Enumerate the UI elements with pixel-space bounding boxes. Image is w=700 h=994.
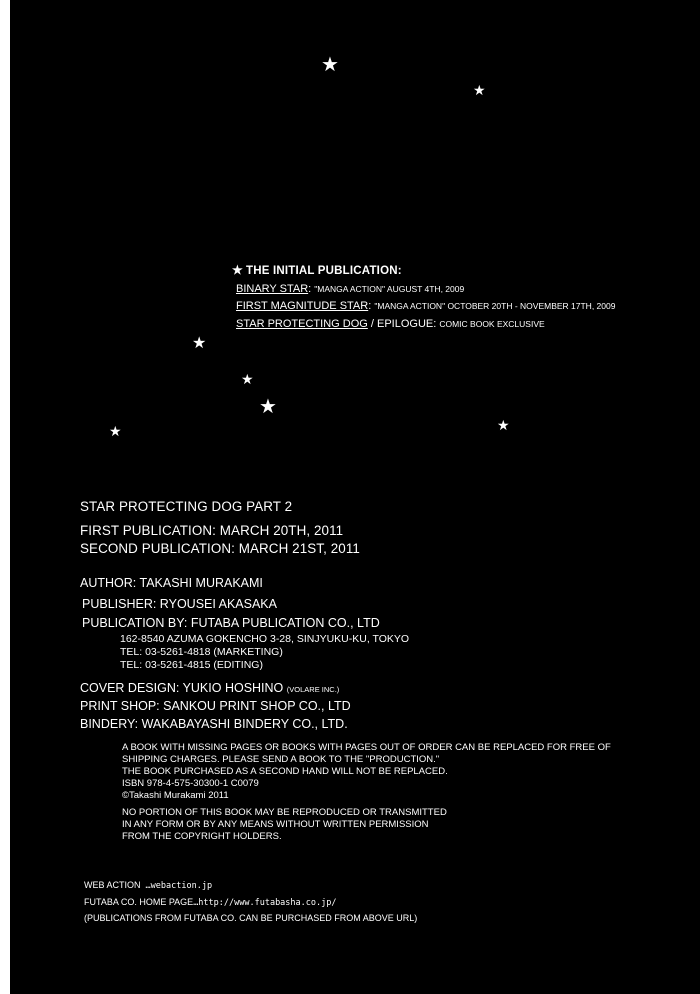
pub-detail: "MANGA ACTION" OCTOBER 20TH - NOVEMBER 17TH, 2009 [374,301,616,311]
tel-editing: TEL: 03-5261-4815 (EDITING) [120,659,263,671]
rights-note [122,807,447,843]
pub-title: FIRST MAGNITUDE STAR [236,300,369,312]
publication-by-credit: PUBLICATION BY: FUTABA PUBLICATION CO., LTD [82,616,380,630]
book-title: STAR PROTECTING DOG PART 2 [80,499,293,514]
pub-sep: : [368,300,372,312]
pub-title: STAR PROTECTING DOG [236,318,368,330]
pub-detail: "MANGA ACTION" AUGUST 4TH, 2009 [314,284,465,294]
star-icon: ★ [259,396,277,418]
colophon-page [10,0,700,994]
pub-title: BINARY STAR [236,283,309,295]
copyright: ©Takashi Murakami 2011 [122,790,229,801]
star-icon: ★ [473,82,486,98]
first-publication-date: FIRST PUBLICATION: MARCH 20TH, 2011 [80,523,344,538]
publisher-address: 162-8540 AZUMA GOKENCHO 3-28, SINJYUKU-KU, TOKYO [120,633,410,645]
pub-line-binary-star [236,283,464,295]
initial-publication-title: THE INITIAL PUBLICATION: [245,265,402,277]
author-credit: AUTHOR: TAKASHI MURAKAMI [80,576,263,590]
note-line: NO PORTION OF THIS BOOK MAY BE REPRODUCED OR TRANSMITTED [122,807,447,818]
cover-design-credit [80,681,339,695]
note-line: THE BOOK PURCHASED AS A SECOND HAND WILL NOT BE REPLACED. [122,766,448,777]
pub-detail: COMIC BOOK EXCLUSIVE [439,319,545,329]
purchase-note: (PUBLICATIONS FROM FUTABA CO. CAN BE PURCHASED FROM ABOVE URL) [84,913,418,923]
second-publication-date: SECOND PUBLICATION: MARCH 21ST, 2011 [80,541,360,556]
star-icon: ★ [192,335,207,352]
isbn: ISBN 978-4-575-30300-1 C0079 [122,778,259,789]
star-icon: ★ [321,54,339,76]
print-shop-credit: PRINT SHOP: SANKOU PRINT SHOP CO., LTD [80,699,351,713]
star-icon: ★ [109,423,122,439]
publisher-credit: PUBLISHER: RYOUSEI AKASAKA [82,597,277,611]
note-line: A BOOK WITH MISSING PAGES OR BOOKS WITH PAGES OUT OF ORDER CAN BE REPLACED FOR FREE OF [122,742,611,753]
cover-design-company: (VOLARE INC.) [286,685,340,694]
bindery-credit: BINDERY: WAKABAYASHI BINDERY CO., LTD. [80,717,348,731]
homepage-line [84,897,336,908]
pub-line-first-magnitude-star [236,300,615,312]
web-action-line [84,880,212,891]
pub-sep: / EPILOGUE: [367,318,437,330]
note-line: FROM THE COPYRIGHT HOLDERS. [122,831,282,842]
homepage-label: FUTABA CO. HOME PAGE [84,897,194,907]
pub-line-star-protecting-dog [236,318,545,330]
initial-publication-heading [232,263,402,277]
star-icon: ★ [241,371,254,387]
note-line: IN ANY FORM OR BY ANY MEANS WITHOUT WRITTEN PERMISSION [122,819,429,830]
cover-design-text: COVER DESIGN: YUKIO HOSHINO [80,681,284,695]
missing-pages-note [122,742,611,802]
star-icon: ★ [232,263,243,277]
homepage-url[interactable]: …http://www.futabasha.co.jp/ [193,898,337,908]
tel-marketing: TEL: 03-5261-4818 (MARKETING) [120,646,283,658]
web-action-url[interactable]: …webaction.jp [145,881,213,891]
note-line: SHIPPING CHARGES. PLEASE SEND A BOOK TO THE "PRODUCTION." [122,754,440,765]
star-icon: ★ [497,417,510,433]
pub-sep: : [308,283,312,295]
web-action-label: WEB ACTION [84,880,141,890]
